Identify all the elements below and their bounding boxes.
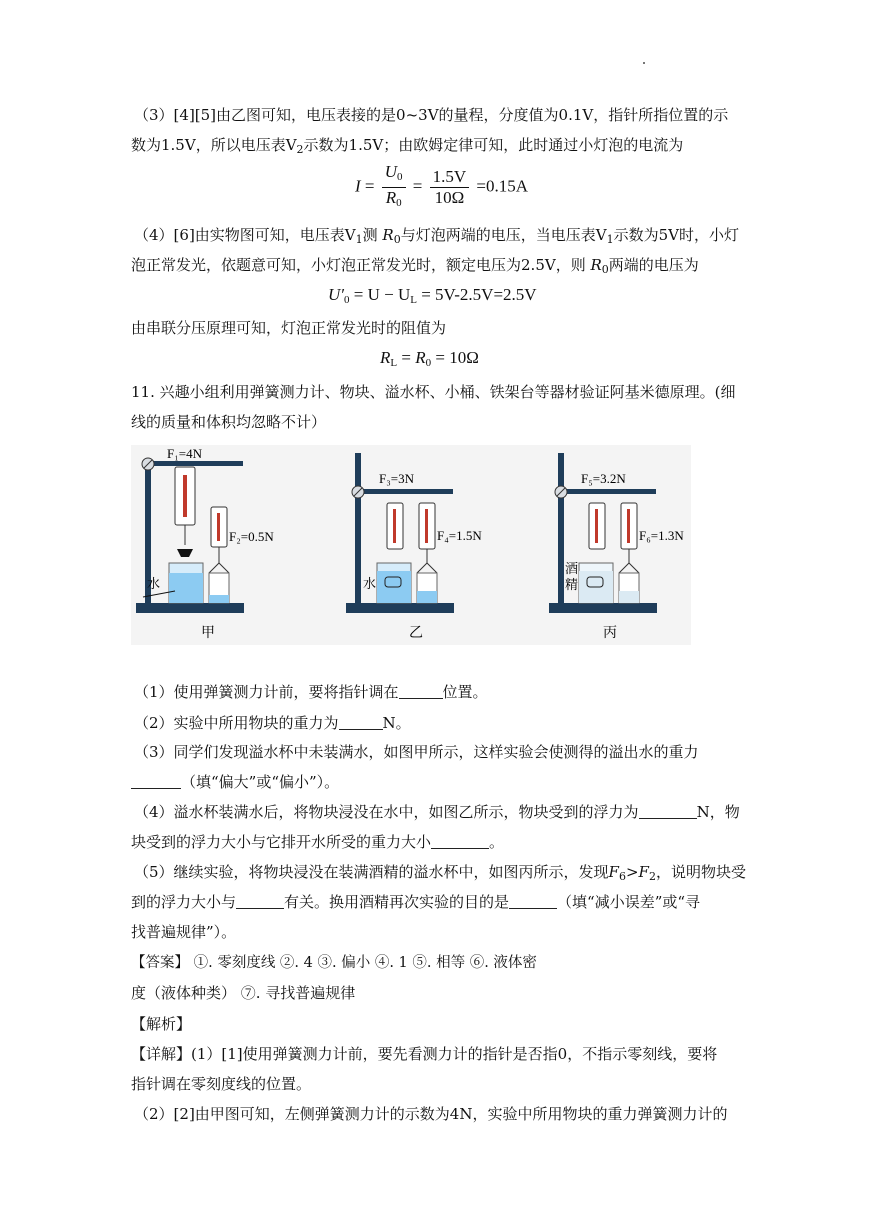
- eq3-R: R: [380, 348, 391, 367]
- panel-label-jia: 甲: [201, 626, 215, 641]
- experiment-figure: [131, 445, 691, 645]
- eq1-den: 10Ω: [434, 188, 465, 207]
- sub-q4: [134, 801, 740, 823]
- blank-4: [639, 804, 697, 819]
- sub-q5-b: ，说明物块受: [655, 863, 746, 881]
- p4-line2: [131, 254, 699, 281]
- detail-line3: （2）[2]由甲图可知，左侧弹簧测力计的示数为4N，实验中所用物块的重力弹簧测力计的: [134, 1105, 728, 1123]
- sub-q4-d: 。: [489, 833, 505, 851]
- label-f5: F₅=3.2N: [581, 471, 626, 486]
- sub-q3-cont: [131, 771, 339, 793]
- blank-3: [131, 774, 181, 789]
- sub-q5-s2: 2: [648, 870, 656, 883]
- eq1-frac-symbolic: [382, 162, 406, 213]
- eq3-eq: =: [401, 348, 411, 367]
- blank-2: [339, 715, 383, 730]
- eq2-lhs: U′: [328, 285, 344, 304]
- p4-a: （4）[6]由实物图可知，电压表V: [134, 226, 356, 244]
- eq1-R-sub: 0: [396, 197, 402, 209]
- sub-q5-a: （5）继续实验，将物块浸没在装满酒精的溢水杯中，如图丙所示，发现: [134, 863, 609, 881]
- sub-q3-b: （填“偏大”或“偏小”）。: [181, 773, 340, 791]
- label-alcohol-1: 酒: [565, 561, 579, 576]
- p4-R-sub: 0: [393, 233, 401, 246]
- blank-5: [431, 834, 489, 849]
- sub-q2-a: （2）实验中所用物块的重力为: [134, 714, 339, 732]
- eq1-result: =0.15A: [476, 176, 529, 196]
- p4-R2-sub: 0: [601, 263, 609, 276]
- eq1-I: I: [355, 176, 361, 196]
- sub-q5-s6: 6: [618, 870, 626, 883]
- answer-line1: 【答案】 ①. 零刻度线 ②. 4 ③. 偏小 ④. 1 ⑤. 相等 ⑥. 液体密: [131, 955, 537, 971]
- blank-7: [509, 894, 557, 909]
- eq1-U-sub: 0: [397, 171, 403, 183]
- sub-q5-c: 到的浮力大小与: [131, 893, 237, 911]
- label-f6: F₆=1.3N: [639, 528, 684, 543]
- detail-line1: 【详解】(1）[1]使用弹簧测力计前，要先看测力计的指针是否指0，不指示零刻线，要将: [131, 1045, 718, 1063]
- sub-q5-cont: [131, 891, 700, 913]
- eq3-R0: R: [415, 348, 426, 367]
- p4-b: 测: [362, 226, 378, 244]
- eq3-subL: L: [390, 357, 398, 369]
- equation-voltage: [328, 285, 537, 306]
- p4-R2: R: [590, 256, 602, 274]
- p3-line1: （3）[4][5]由乙图可知，电压表接的是0~3V的量程，分度值为0.1V，指针所指位置的示: [134, 106, 729, 124]
- sub-q5-d: 有关。换用酒精再次实验的目的是: [284, 893, 510, 911]
- v1-subscript: 1: [355, 233, 363, 246]
- label-water-2: 水: [363, 576, 377, 591]
- p4-line1: [134, 224, 739, 251]
- sub-q2-b: N。: [382, 714, 411, 732]
- sub-q5-gt: >: [625, 863, 639, 881]
- q11-line2: 线的质量和体积均忽略不计）: [131, 413, 327, 431]
- detail-line2: 指针调在零刻度线的位置。: [131, 1075, 312, 1093]
- page-dot: [643, 62, 645, 64]
- eq1-num: 1.5V: [430, 167, 470, 188]
- sub-q5-e: （填“减小误差”或“寻: [557, 893, 701, 911]
- eq3-sub0: 0: [425, 357, 432, 369]
- eq2-rhs: = 5V-2.5V=2.5V: [421, 285, 537, 304]
- label-f3: F₃=3N: [379, 471, 414, 486]
- panel-label-bing: 丙: [603, 626, 617, 641]
- p4-f: 两端的电压为: [608, 256, 699, 274]
- eq1-eq2: =: [412, 176, 423, 196]
- sub-q1-a: （1）使用弹簧测力计前，要将指针调在: [134, 683, 399, 701]
- blank-1: [399, 684, 443, 699]
- label-f2: F₂=0.5N: [229, 529, 274, 544]
- p5-line: 由串联分压原理可知，灯泡正常发光时的阻值为: [131, 319, 447, 337]
- sub-q2: [134, 712, 411, 734]
- p4-R: R: [382, 226, 394, 244]
- equation-current: [355, 162, 528, 213]
- label-f1: F₁=4N: [167, 446, 202, 461]
- q11-line1: 11. 兴趣小组利用弹簧测力计、物块、溢水杯、小桶、铁架台等器材验证阿基米德原理。(细: [131, 383, 736, 401]
- p3-line2-b: 示数为1.5V；由欧姆定律可知，此时通过小灯泡的电流为: [303, 136, 684, 154]
- v2-subscript: 2: [296, 143, 304, 156]
- sub-q3: （3）同学们发现溢水杯中未装满水，如图甲所示，这样实验会使测得的溢出水的重力: [134, 743, 699, 761]
- eq3-rhs: = 10Ω: [435, 348, 479, 367]
- sub-q5: [134, 861, 746, 888]
- sub-q5-F6: F: [608, 863, 619, 881]
- label-f4: F₄=1.5N: [437, 528, 482, 543]
- panel-label-yi: 乙: [409, 626, 423, 641]
- answer-line2: 度（液体种类） ⑦. 寻找普遍规律: [131, 984, 356, 1002]
- eq2-subL: L: [410, 294, 417, 306]
- sub-q4-b: N，物: [696, 803, 740, 821]
- sub-q4-a: （4）溢水杯装满水后，将物块浸没在水中，如图乙所示，物块受到的浮力为: [134, 803, 639, 821]
- p3-line2-a: 数为1.5V，所以电压表V: [131, 136, 297, 154]
- label-alcohol-2: 精: [565, 577, 579, 592]
- sub-q5-F2: F: [638, 863, 649, 881]
- p4-c: 与灯泡两端的电压，当电压表V: [400, 226, 607, 244]
- eq2-sub0: 0: [344, 294, 350, 306]
- sub-q4-cont: [131, 831, 504, 853]
- sub-q5-cont2: 找普遍规律”）。: [131, 923, 237, 941]
- eq1-U: U: [384, 162, 398, 181]
- p4-e: 泡正常发光，依题意可知，小灯泡正常发光时，额定电压为2.5V，则: [131, 256, 586, 274]
- sub-q4-c: 块受到的浮力大小与它排开水所受的重力大小: [131, 833, 432, 851]
- p3-line2: [131, 134, 683, 161]
- v1-subscript-2: 1: [606, 233, 614, 246]
- analysis-heading: 【解析】: [131, 1015, 192, 1033]
- eq1-eq: =: [364, 176, 375, 196]
- equation-resistance: [380, 348, 479, 369]
- eq1-frac-numeric: [430, 167, 470, 208]
- eq1-R: R: [385, 188, 397, 207]
- eq2-mid: = U − U: [353, 285, 411, 304]
- label-water-1: 水: [147, 576, 161, 591]
- blank-6: [236, 894, 284, 909]
- sub-q1: [134, 681, 488, 703]
- p4-d: 示数为5V时，小灯: [613, 226, 739, 244]
- sub-q1-b: 位置。: [442, 683, 488, 701]
